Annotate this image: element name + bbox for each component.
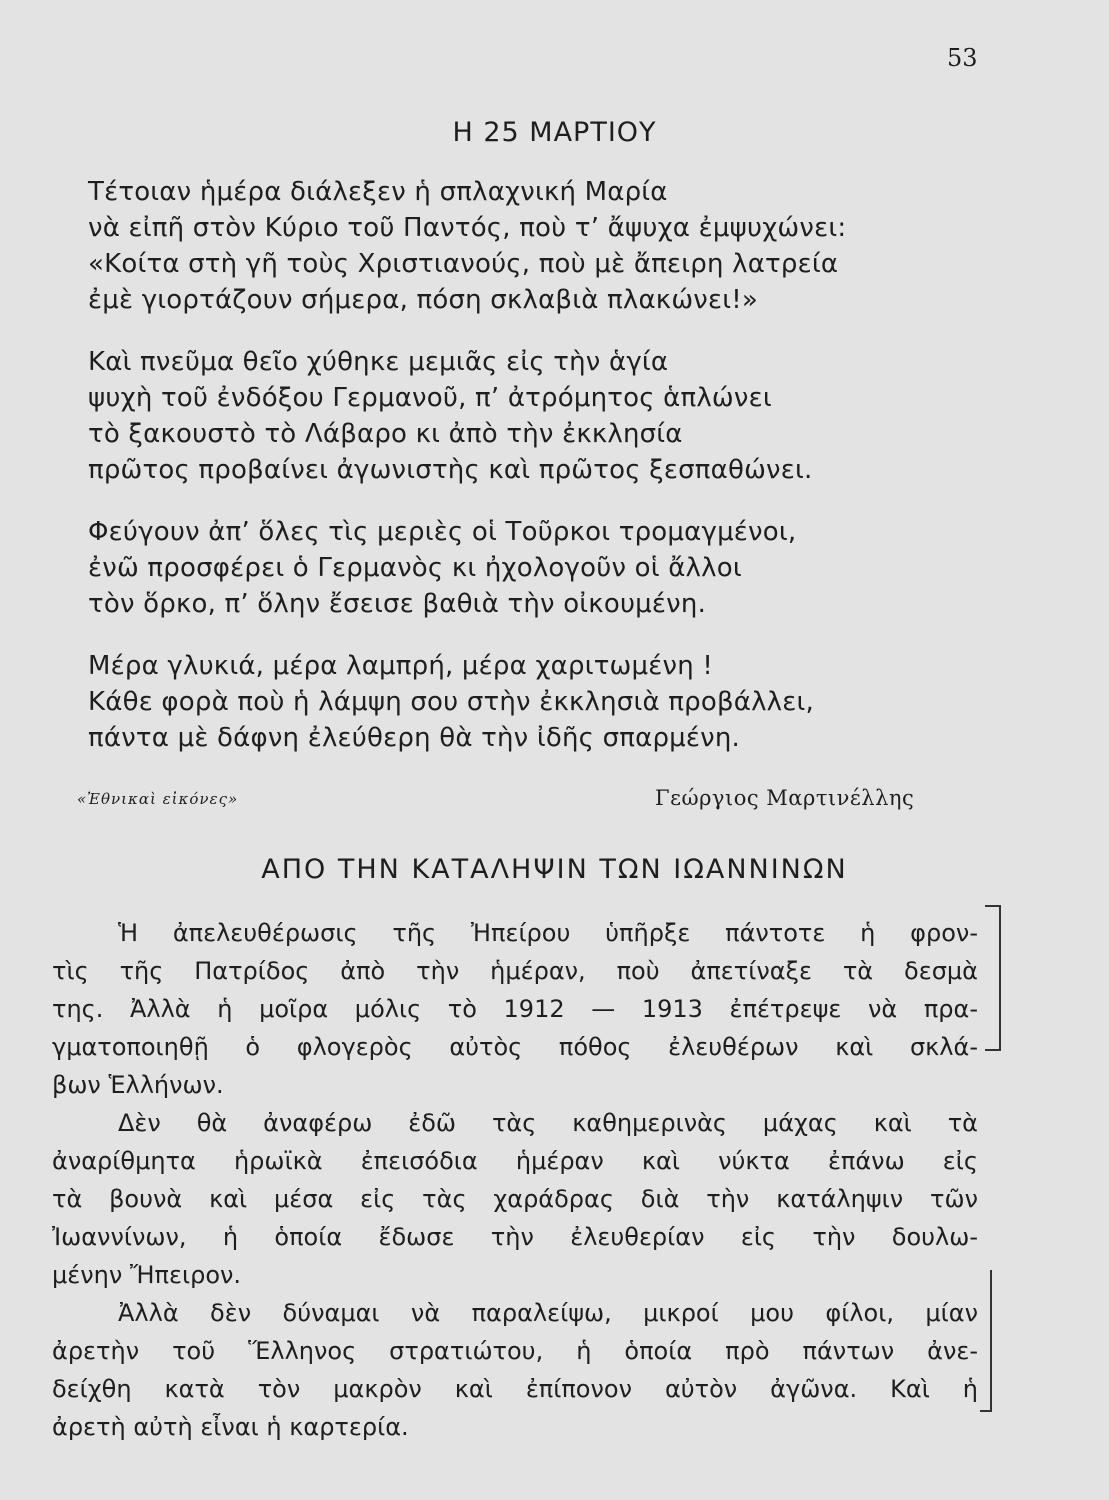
- prose-line: δείχθη κατὰ τὸν μακρὸν καὶ ἐπίπονον αὐτὸν ἀγῶνα. Καὶ ἡ: [52, 1375, 978, 1403]
- poem-line: τὸ ξακουστὸ τὸ Λάβαρο κι ἀπὸ τὴν ἐκκλησία: [88, 419, 683, 449]
- poem-title: Η 25 ΜΑΡΤΙΟΥ: [452, 117, 657, 148]
- poem-line: Κάθε φορὰ ποὺ ἡ λάμψη σου στὴν ἐκκλησιὰ προβάλλει,: [88, 687, 814, 717]
- poem-line: Καὶ πνεῦμα θεῖο χύθηκε μεμιᾶς εἰς τὴν ἁγία: [88, 347, 669, 377]
- margin-bracket: [985, 905, 1001, 1051]
- poem-line: πάντα μὲ δάφνη ἐλεύθερη θὰ τὴν ἰδῆς σπαρμένη.: [88, 723, 741, 753]
- poem-line: Τέτοιαν ἡμέρα διάλεξεν ἡ σπλαχνική Μαρία: [88, 177, 668, 207]
- article-title: ΑΠΟ ΤΗΝ ΚΑΤΑΛΗΨΙΝ ΤΩΝ ΙΩΑΝΝΙΝΩΝ: [261, 854, 848, 885]
- page-number: 53: [947, 44, 978, 72]
- prose-line: ἀρετὴ αὐτὴ εἶναι ἡ καρτερία.: [52, 1413, 409, 1441]
- poem-line: «Κοίτα στὴ γῆ τοὺς Χριστιανούς, ποὺ μὲ ἄπειρη λατρεία: [88, 249, 839, 279]
- stanza: [88, 174, 988, 318]
- poem-source: «Ἐθνικαὶ εἰκόνες»: [77, 790, 239, 808]
- prose-line: βων Ἑλλήνων.: [52, 1071, 224, 1099]
- poem-line: νὰ εἰπῆ στὸν Κύριο τοῦ Παντός, ποὺ τ’ ἄψυχα ἐμψυχώνει:: [88, 213, 847, 243]
- prose-line: μένην Ἤπειρον.: [52, 1261, 242, 1289]
- prose-line: ἀναρίθμητα ἡρωϊκὰ ἐπεισόδια ἡμέραν καὶ νύκτα ἐπάνω εἰς: [52, 1147, 978, 1175]
- stanza: [88, 344, 988, 488]
- poem-line: ψυχὴ τοῦ ἐνδόξου Γερμανοῦ, π’ ἀτρόμητος ἁπλώνει: [88, 383, 772, 413]
- prose-line: τὰ βουνὰ καὶ μέσα εἰς τὰς χαράδρας διὰ τὴν κατάληψιν τῶν: [52, 1185, 978, 1213]
- prose-line: Ἡ ἀπελευθέρωσις τῆς Ἠπείρου ὑπῆρξε πάντοτε ἡ φρον-: [118, 919, 978, 947]
- poem-body: [88, 174, 988, 782]
- prose-line: Δὲν θὰ ἀναφέρω ἐδῶ τὰς καθημερινὰς μάχας καὶ τὰ: [118, 1109, 978, 1137]
- prose-line: της. Ἀλλὰ ἡ μοῖρα μόλις τὸ 1912 — 1913 ἐπέτρεψε νὰ πρα-: [52, 995, 978, 1023]
- poem-line: ἐμὲ γιορτάζουν σήμερα, πόση σκλαβιὰ πλακώνει!»: [88, 285, 758, 315]
- margin-bracket: [980, 1270, 992, 1412]
- poem-line: ἐνῶ προσφέρει ὁ Γερμανὸς κι ἠχολογοῦν οἱ ἄλλοι: [88, 553, 742, 583]
- stanza: [88, 514, 988, 622]
- article-body: [52, 914, 978, 1446]
- poem-line: τὸν ὅρκο, π’ ὅλην ἔσεισε βαθιὰ τὴν οἰκουμένη.: [88, 589, 707, 619]
- prose-line: Ἰωαννίνων, ἡ ὁποία ἔδωσε τὴν ἐλευθερίαν εἰς τὴν δουλω-: [52, 1223, 978, 1251]
- prose-line: τὶς τῆς Πατρίδος ἀπὸ τὴν ἡμέραν, ποὺ ἀπετίναξε τὰ δεσμὰ: [52, 957, 978, 985]
- poem-line: πρῶτος προβαίνει ἀγωνιστὴς καὶ πρῶτος ξεσπαθώνει.: [88, 455, 813, 485]
- poem-author: Γεώργιος Μαρτινέλλης: [655, 786, 915, 810]
- prose-line: ἀρετὴν τοῦ Ἕλληνος στρατιώτου, ἡ ὁποία πρὸ πάντων ἀνε-: [52, 1337, 978, 1365]
- prose-line: Ἀλλὰ δὲν δύναμαι νὰ παραλείψω, μικροί μου φίλοι, μίαν: [118, 1299, 978, 1327]
- poem-line: Μέρα γλυκιά, μέρα λαμπρή, μέρα χαριτωμένη !: [88, 651, 714, 681]
- poem-line: Φεύγουν ἀπ’ ὅλες τὶς μεριὲς οἱ Τοῦρκοι τρομαγμένοι,: [88, 517, 797, 547]
- prose-line: γματοποιηθῇ ὁ φλογερὸς αὐτὸς πόθος ἐλευθέρων καὶ σκλά-: [52, 1033, 978, 1061]
- stanza: [88, 648, 988, 756]
